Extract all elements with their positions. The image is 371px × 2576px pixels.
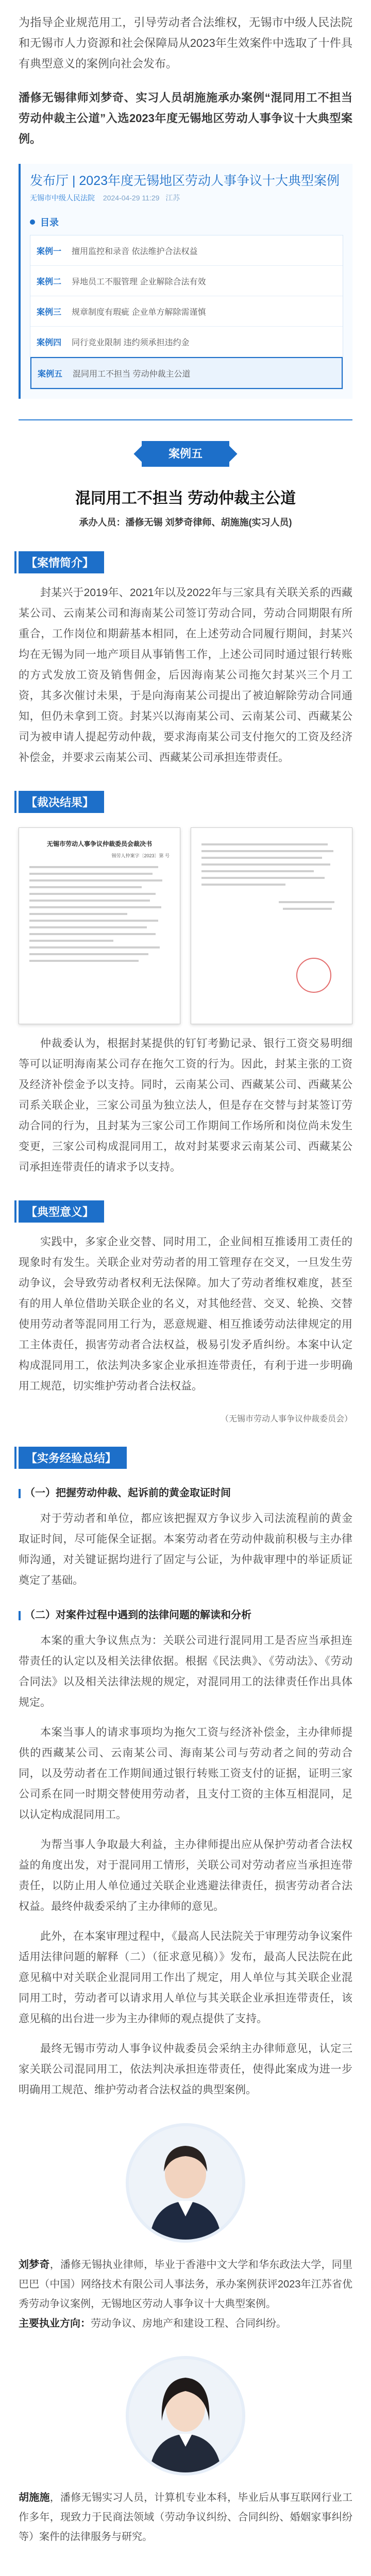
summary-text-3: 本案当事人的请求事项均为拖欠工资与经济补偿金，主办律师提供的西藏某公司、云南某公司、海南某公司与劳动者之间的劳动合同，以及劳动者在工作期间通过银行转账工资支付的证据，证明三家公司系在同一时期交替使用劳动者，且支付工资的主体互相混同，足以认定构成混同用工。	[19, 1726, 352, 1821]
document-text-lines	[201, 843, 342, 910]
intro-block	[0, 12, 371, 149]
dot-icon	[30, 219, 35, 225]
toc-item-key: 案例四	[37, 338, 62, 347]
top-spacer	[0, 0, 371, 12]
avatar-icon	[129, 2359, 242, 2472]
toc-item-text: 混同用工不担当 劳动仲裁主公道	[73, 369, 191, 379]
case-intro-text: 封某兴于2019年、2021年以及2022年与三家具有关联关系的西藏某公司、云南某公司和海南某公司签订劳动合同，劳动合同期限有所重合，工作岗位和期薪基本相同，在上述劳动合同履行期间，封某兴均在无锡为同一地产项目从事销售工作，上述公司同时通过银行转账的方式发放工资及销售佣金，后因海南某公司拖欠封某兴三个月工资，其多次催讨未果，于是向海南某公司提出了被迫解除劳动合同通知，但仍未拿到工资。封某兴以海南某公司、云南某公司、西藏某公司为被申请人提起劳动仲裁，要求海南某公司支付拖欠的工资及经济补偿金，并要求云南某公司、西藏某公司承担连带责任。	[19, 587, 352, 764]
quoted-article-title[interactable]: 发布厅 | 2023年度无锡地区劳动人事争议十大典型案例	[30, 174, 340, 188]
summary-text-4: 为帮当事人争取最大利益，主办律师提出应从保护劳动者合法权益的角度出发，对于混同用工情形，关联公司对劳动者应当承担连带责任，以防止用人单位通过关联企业逃避法律责任，损害劳动者合法权益。最终仲裁委采纳了主办律师的意见。	[19, 1839, 352, 1912]
quoted-article-source[interactable]: 无锡市中级人民法院	[30, 194, 95, 202]
subheading-2-text: （二）对案件过程中遇到的法律问题的解读和分析	[25, 1609, 251, 1621]
toc-item-text: 同行竞业限制 违约须承担违约金	[72, 338, 190, 347]
bar-icon	[19, 1611, 21, 1620]
toc-item-text: 擅用监控和录音 依法维护合法权益	[72, 247, 198, 256]
summary-text-6: 最终无锡市劳动人事争议仲裁委员会采纳主办律师意见，认定三家关联公司混同用工，依法判决承担连带责任，使得此案成为进一步明确用工规范、维护劳动者合法权益的典型案例。	[19, 2043, 352, 2096]
case-meaning-text: 实践中，多家企业交替、同时用工，企业间相互推诿用工责任的现象时有发生。关联企业对劳动者的用工管理存在交叉，一旦发生劳动争议，会导致劳动者权利无法保障。加大了劳动者维权难度，甚至有的用人单位借助关联企业的名义，对其他经营、交叉、轮换、交替使用劳动者等混同用工行为，恶意规避、相互推诿劳动法律规定的用工主体责任，损害劳动者合法权益，极易引发矛盾纠纷。本案中认定构成混同用工，依法判决多家企业承担连带责任，有利于进一步明确用工规范，切实维护劳动者合法权益。	[19, 1236, 352, 1392]
section-label-summary: 【实务经验总结】	[19, 1447, 127, 1469]
lawyer-bio-text: ，潘修无锡实习人员，计算机专业本科，毕业后从事互联网行业工作多年，现致力于民商法领域（劳动争议纠纷、合同纠纷、婚姻家事纠纷等）案件的法律服务与研究。	[19, 2492, 353, 2543]
toc-item-key: 案例五	[38, 369, 63, 379]
intro-paragraph: 为指导企业规范用工，引导劳动者合法维权，无锡市中级人民法院和无锡市人力资源和社会保障局从2023年生效案件中选取了十件具有典型意义的案例向社会发布。	[19, 16, 352, 70]
lawyer-name: 刘梦奇	[19, 2259, 50, 2270]
lawyer-bio-1	[19, 2255, 352, 2333]
toc-item-key: 案例三	[37, 308, 62, 317]
toc-item-key: 案例二	[37, 277, 62, 286]
lawyer-photo-2	[126, 2356, 245, 2476]
toc-item-active[interactable]	[30, 357, 343, 389]
toc-item[interactable]	[30, 235, 343, 266]
document-text-lines	[29, 866, 170, 962]
source-caption: （无锡市劳动人事争议仲裁委员会）	[220, 1415, 352, 1423]
toc-heading	[30, 215, 343, 229]
case-badge: 案例五	[142, 441, 229, 467]
lawyer-bio-2	[19, 2488, 352, 2547]
section-label-meaning: 【典型意义】	[19, 1200, 104, 1223]
toc-list	[30, 235, 343, 389]
toc-item[interactable]	[30, 266, 343, 296]
toc-item-text: 规章制度有瑕疵 企业单方解除需谨慎	[72, 308, 206, 317]
subheading-2	[19, 1606, 352, 1621]
toc-item-key: 案例一	[37, 247, 62, 256]
toc-item-text: 异地员工不服管理 企业解除合法有效	[72, 277, 206, 286]
case-result-text: 仲裁委认为，根据封某提供的钉钉考勤记录、银行工资交易明细等可以证明海南某公司存在拖欠工资的行为。因此，封某主张的工资及经济补偿金予以支持。同时，云南某公司、西藏某公司、西藏某公司系关联企业，三家公司虽为独立法人，但是存在交替与封某签订劳动合同的行为，且封某为三家公司工作期间工作场所和岗位尚未发生变更，三家公司构成混同用工，故对封某要求云南某公司、西藏某公司承担连带责任的请求予以支持。	[19, 1038, 352, 1173]
official-seal	[296, 958, 331, 993]
toc-item[interactable]	[30, 296, 343, 327]
quoted-article-meta	[30, 193, 343, 203]
section-label-result: 【裁决结果】	[19, 791, 104, 813]
quoted-article-date: 2024-04-29 11:29	[103, 194, 160, 202]
case-title: 混同用工不担当 劳动仲裁主公道	[75, 490, 296, 507]
lawyer-name: 胡施施	[19, 2492, 50, 2503]
quoted-article-card[interactable]	[19, 164, 352, 399]
subheading-1-text: （一）把握劳动仲裁、起诉前的黄金取证时间	[25, 1487, 231, 1499]
toc-label: 目录	[40, 217, 59, 228]
summary-text-1: 对于劳动者和单位，都应该把握双方争议步入司法流程前的黄金取证时间，尽可能保全证据。本案劳动者在劳动仲裁前积极与主办律师沟通，对关键证据均进行了固定与公证，为仲裁审理中的举证质证奠定了基础。	[19, 1513, 352, 1586]
section-divider	[19, 419, 352, 420]
summary-text-5: 此外，在本案审理过程中，《最高人民法院关于审理劳动争议案件适用法律问题的解释（二）（征求意见稿）》发布，最高人民法院在此意见稿中对关联企业混同用工作出了规定，用人单位与其关联企业混同用工时，劳动者可以请求用人单位与其关联企业承担连带责任，该意见稿的出台进一步为主办律师的观点提供了支持。	[19, 1930, 352, 2025]
case-authors: 承办人员：潘修无锡 刘梦奇律师、胡施施(实习人员)	[79, 517, 292, 528]
intro-highlight: 潘修无锡律师刘梦奇、实习人员胡施施承办案例“混同用工不担当 劳动仲裁主公道”入选2023年度无锡地区劳动人事争议十大典型案例。	[19, 91, 352, 145]
lawyer-bio-text: ，潘修无锡执业律师，毕业于香港中文大学和华东政法大学，同里巴巴（中国）网络技术有限公司人事法务，承办案例获评2023年江苏省优秀劳动争议案例，无锡地区劳动人事争议十大典型案例。	[19, 2259, 353, 2310]
quoted-article-location: 江苏	[165, 194, 180, 202]
ruling-document-page	[19, 827, 180, 1024]
toc-item[interactable]	[30, 327, 343, 357]
summary-text-2: 本案的重大争议焦点为：关联公司进行混同用工是否应当承担连带责任的认定以及相关法律依据。根据《民法典》、《劳动法》、《劳动合同法》以及相关法律法规的规定，对混同用工的法律责任作出具体规定。	[19, 1635, 352, 1708]
ruling-document-page	[191, 827, 352, 1024]
ruling-documents	[19, 827, 352, 1024]
lawyer-area-text: 劳动争议、房地产和建设工程、合同纠纷。	[91, 2318, 286, 2329]
lawyer-photo-1	[126, 2123, 245, 2243]
bar-icon	[19, 1489, 21, 1498]
document-number: 锡劳人仲案字〔2023〕第 号	[111, 853, 170, 858]
avatar-icon	[129, 2126, 242, 2240]
lawyer-area-label: 主要执业方向：	[19, 2318, 91, 2329]
subheading-1	[19, 1484, 352, 1499]
section-label-intro: 【案情简介】	[19, 551, 104, 573]
document-title: 无锡市劳动人事争议仲裁委员会裁决书	[46, 840, 152, 848]
